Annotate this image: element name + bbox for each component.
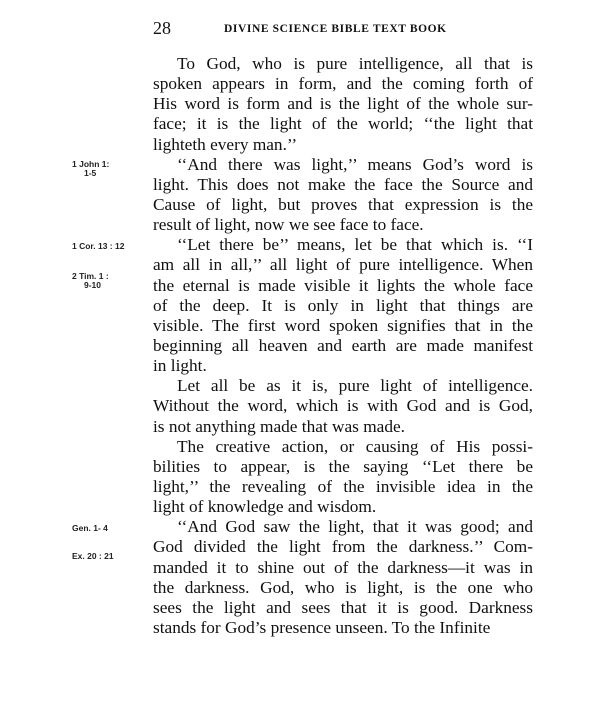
text-line: lighteth every man.’’: [153, 134, 298, 154]
text-line: result of light, now we see face to face.: [153, 215, 424, 235]
text-line: ‘‘And there was light,’’ means God’s word is: [177, 154, 533, 174]
margin-note: [72, 552, 114, 561]
text-line: ‘‘Let there be’’ means, let be that which is. ‘‘I: [177, 235, 533, 255]
text-line: of the deep. It is only in light that things are: [153, 295, 533, 315]
text-line: light,’’ the revealing of the invisible idea in the: [153, 476, 533, 496]
text-line: Without the word, which is with God and is God,: [153, 396, 533, 416]
text-line: Cause of light, but proves that expression is the: [153, 194, 533, 214]
text-line: manded it to shine out of the darkness—it was in: [153, 557, 533, 577]
paragraph: [153, 437, 533, 518]
running-title: DIVINE SCIENCE BIBLE TEXT BOOK: [224, 23, 447, 35]
text-line: stands for God’s presence unseen. To the Infinite: [153, 617, 491, 637]
text-line: light. This does not make the face the Source and: [153, 174, 533, 194]
text-line: beginning all heaven and earth are made manifest: [153, 335, 533, 355]
text-line: Let all be as it is, pure light of intelligence.: [177, 376, 533, 396]
text-line: in light.: [153, 356, 207, 376]
margin-note-text: 1 John 1:: [72, 159, 110, 169]
text-line: the darkness. God, who is light, is the one who: [153, 577, 533, 597]
text-line: The creative action, or causing of His possi-: [177, 436, 533, 456]
text-line: am all in all,’’ all light of pure intelligence. When: [153, 255, 533, 275]
paragraph: [153, 235, 533, 376]
paragraph: [153, 155, 533, 236]
text-line: ‘‘And God saw the light, that it was good; and: [177, 517, 533, 537]
text-line: God divided the light from the darkness.’’ Com-: [153, 537, 533, 557]
page-number: 28: [153, 18, 171, 38]
paragraph: [153, 517, 533, 638]
paragraph: [153, 376, 533, 436]
text-line: the eternal is made visible it lights the whole face: [153, 275, 533, 295]
margin-note: [72, 272, 109, 290]
text-line: To God, who is pure intelligence, all that is: [177, 54, 533, 73]
margin-note-text: 1 Cor. 13 : 12: [72, 241, 125, 251]
margin-note-text: 2 Tim. 1 :: [72, 271, 109, 281]
text-line: visible. The first word spoken signifies that in the: [153, 315, 533, 335]
text-line: His word is form and is the light of the whole sur-: [153, 94, 533, 114]
margin-note-text: 9-10: [84, 280, 102, 290]
text-line: is not anything made that was made.: [153, 416, 405, 436]
margin-note-text: Ex. 20 : 21: [72, 551, 114, 561]
margin-note: [72, 242, 124, 251]
text-line: sees the light and sees that it is good. Darkness: [153, 597, 533, 617]
text-line: face; it is the light of the world; ‘‘the light that: [153, 114, 533, 134]
margin-note: [72, 160, 109, 178]
text-line: spoken appears in form, and the coming forth of: [153, 74, 533, 94]
text-line: bilities to appear, is the saying ‘‘Let there be: [153, 456, 533, 476]
text-line: light of knowledge and wisdom.: [153, 497, 377, 517]
margin-note-text: 1-5: [84, 168, 97, 178]
body-text: [153, 54, 533, 638]
paragraph: [153, 54, 533, 155]
margin-note: [72, 524, 108, 533]
margin-note-text: Gen. 1- 4: [72, 523, 108, 533]
